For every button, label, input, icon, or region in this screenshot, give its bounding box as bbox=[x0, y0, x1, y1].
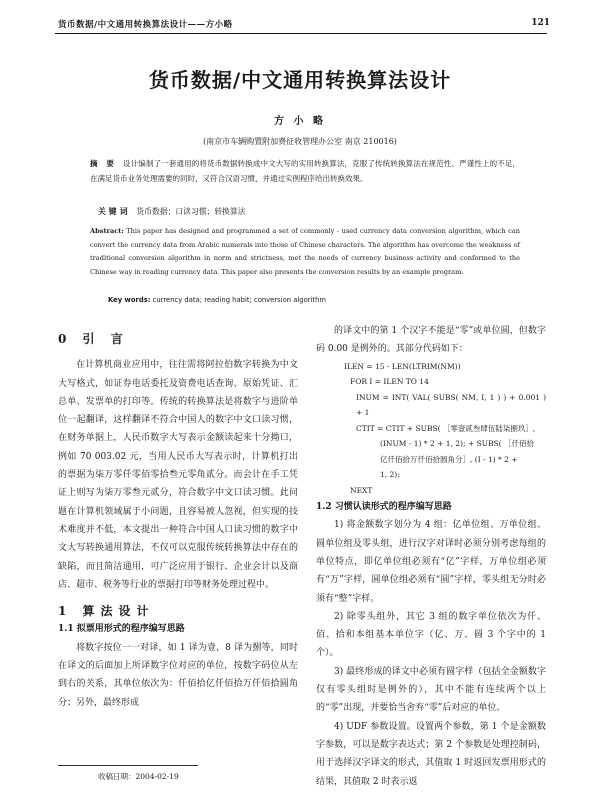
page-number: 121 bbox=[531, 18, 550, 28]
section-1-1-heading: 1.1 拟票用形式的程序编写思路 bbox=[58, 624, 185, 635]
received-date: 收稿日期：2004-02-19 bbox=[98, 772, 179, 781]
affiliation: (南京市车辆购置附加费征收管理办公室 南京 210016) bbox=[203, 137, 397, 146]
abstract-cn-text: 设计编制了一套通用的将货币数据转换成中文大写的实用转换算法，克服了传统转换算法在规范性、严谨性上的不足，在满足货币业务处理需要的同时，又符合汉语习惯，并通过实例程序给出转换效果。 bbox=[90, 159, 520, 183]
keywords-cn-text: 货币数据；口读习惯；转换算法 bbox=[136, 207, 246, 216]
list-item: 4) UDF 参数设置。设置两个参数，第 1 个是金额数字参数，可以是数字表达式；第 2 个参数是处理控制码，用于选择汉字译文的形式，其值取 1 时返回发票用形式的结果，其值取 2 时表示返 bbox=[316, 721, 546, 787]
abstract-cn bbox=[90, 156, 520, 186]
code-line: 1, 2); bbox=[380, 470, 400, 480]
right-column bbox=[316, 322, 546, 791]
code-block bbox=[316, 359, 546, 499]
section-0-heading: 0 引 言 bbox=[58, 332, 129, 346]
keywords-en-text: currency data; reading habit; conversion algorithm bbox=[152, 296, 327, 304]
section-1-1-para: 将数字按位一一对译，如 1 译为壹，8 译为捌等，同时在译文的后面加上所译数字位对应的单位，按数字码位从左到右的关系，其单位依次为：仟佰拾亿仟佰拾万仟佰拾圆角分；另外，最终形成 bbox=[58, 642, 298, 708]
keywords-en bbox=[108, 296, 326, 304]
list-item: 3) 最终形成的译文中必须有圆字样（包括全金额数字仅有零头组时是例外的），其中不能有连续两个以上的“零”出现，并要恰当舍弃“零”后对应的单位。 bbox=[316, 666, 546, 714]
author: 方 小 略 bbox=[274, 116, 326, 127]
footnote-rule bbox=[58, 765, 198, 766]
abstract-en bbox=[90, 225, 520, 279]
code-line: INUM = INT( VAL( SUBS( NM, I, 1 ) ) + 0.001 ) + 1 bbox=[356, 392, 546, 418]
right-intro: 的译文中的第 1 个汉字不能是“零”或单位圆，但数字码 0.00 是例外的。其部分代码如下： bbox=[316, 326, 546, 355]
abstract-cn-label: 摘 要 bbox=[90, 159, 118, 168]
keywords-cn-label: 关键词 bbox=[98, 207, 131, 216]
code-line: ILEN = 15 - LEN(LTRIM(NM)) bbox=[344, 361, 461, 371]
section-0-para: 在计算机商业应用中，往往需将阿拉伯数字转换为中文大写格式，如证券电话委托及资费电话查询、原始凭证、汇总单、发票单的打印等。传统的转换算法是将数字与进阶单位一起翻译，这样翻译不符合中国人的数字中文口读习惯，在财务单据上，人民币数字大写表示金额读起来十分拗口，例如 70 003.02 元，当用人民币大写表示时，计算机打出的票据为柒万零仟零佰零拾叁元零角贰分。而会计在手工凭证上则写为柒万零叁元贰分，符合数字中文口读习惯。此问题在计算机领域属于小问题，且容易被人忽视，但实现的技术难度并不低，本文提出一种符合中国人口读习惯的数字中文大写转换通用算法，不仅可以克服传统转换算法中存在的缺陷，而且简洁通用，可广泛应用于银行、企业会计以及商店、超市、税务等行业的票据打印等财务处理过程中。 bbox=[58, 360, 298, 590]
section-1-2-heading: 1.2 习惯认读形式的程序编写思路 bbox=[316, 502, 452, 513]
left-column bbox=[58, 330, 298, 712]
running-header: 货币数据/中文通用转换算法设计——方小略 bbox=[58, 20, 233, 30]
section-1-heading: 1 算法设计 bbox=[58, 604, 155, 619]
code-line: FOR I = ILEN TO 14 bbox=[350, 377, 429, 387]
abstract-en-label: Abstract: bbox=[90, 227, 124, 235]
list-item: 2) 除零头组外，其它 3 组的数字单位依次为仟、佰、拾和本组基本单位字（亿、万、圆 3 个字中的 1 个）。 bbox=[316, 611, 546, 659]
code-line: (INUM - 1) * 2 + 1, 2); + SUBS( ［仟佰拾 bbox=[380, 439, 535, 449]
keywords-cn bbox=[98, 206, 246, 217]
list-item: 1) 将金额数字划分为 4 组：亿单位组、万单位组、圆单位组及零头组，进行汉字对译时必须分别考虑每组的单位特点，即亿单位组必须有“亿”字样，万单位组必须有“万”字样，圆单位组必须有“圆”字样，零头组无分时必须有“整”字样。 bbox=[316, 520, 546, 604]
header-rule bbox=[55, 33, 547, 34]
code-line: 亿仟佰拾万仟佰拾圆角分］, (I - 1) * 2 + bbox=[380, 454, 518, 464]
keywords-en-label: Key words: bbox=[108, 296, 151, 304]
code-line: CTIT = CTIT + SUBS( ［零壹贰叁肆伍陆柒捌玖］, bbox=[356, 423, 536, 433]
abstract-en-text: This paper has designed and programmed a set of commonly - used currency data conversion algorithm, which can convert the currency data from Arabic numerals into those of Chinese characters. The algorithm has overcome the weakness of traditional conversion algorithm in norm and strictness, met the needs of currency business activity and conformed to the Chinese way in reading currency data. This paper also presents the conversion results by an example program. bbox=[90, 227, 520, 276]
code-line: NEXT bbox=[350, 485, 373, 495]
paper-title: 货币数据/中文通用转换算法设计 bbox=[148, 68, 452, 92]
